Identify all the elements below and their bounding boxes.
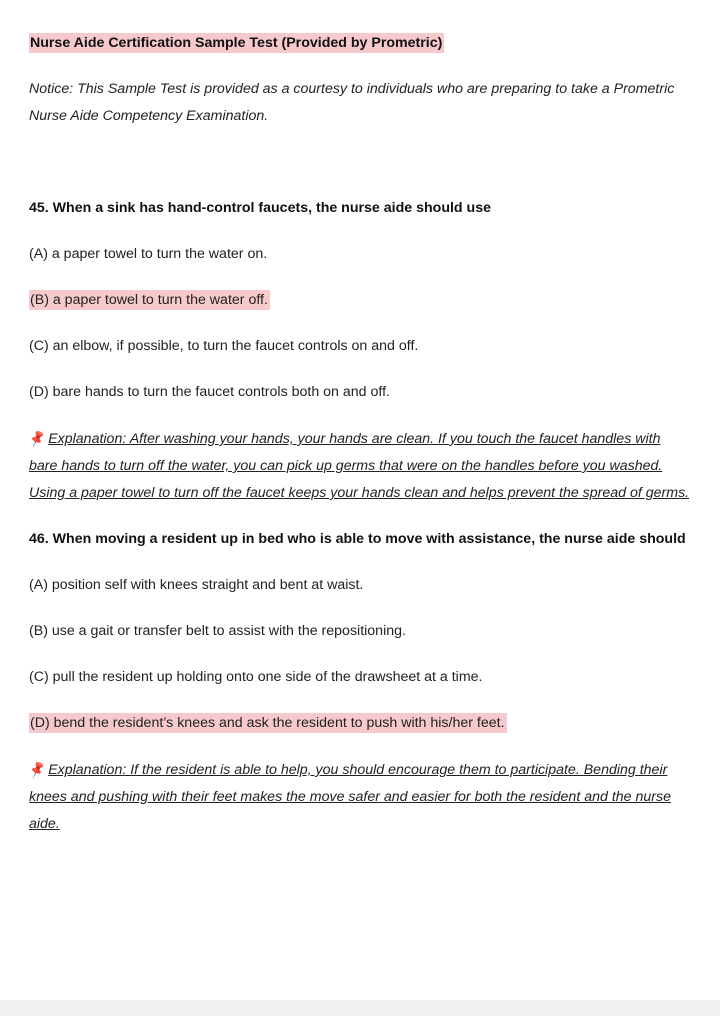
option-label: (C) an elbow, if possible, to turn the faucet controls on and off. bbox=[29, 338, 419, 354]
pushpin-icon: 📌 bbox=[26, 428, 48, 449]
correct-answer-highlight: (B) a paper towel to turn the water off. bbox=[30, 292, 268, 308]
page-bottom-edge bbox=[0, 1000, 720, 1016]
question-46-option-d-correct bbox=[29, 710, 691, 737]
question-46-option-a bbox=[29, 572, 691, 599]
correct-answer-highlight: (D) bend the resident’s knees and ask the resident to push with his/her feet. bbox=[30, 715, 505, 731]
question-45-option-c bbox=[29, 333, 691, 360]
option-label: (B) use a gait or transfer belt to assist with the repositioning. bbox=[29, 623, 406, 639]
question-45-prompt: 45. When a sink has hand-control faucets, the nurse aide should use bbox=[29, 200, 491, 216]
option-label: (A) position self with knees straight and bent at waist. bbox=[29, 577, 364, 593]
option-label: (C) pull the resident up holding onto one side of the drawsheet at a time. bbox=[29, 669, 483, 685]
question-46-option-b bbox=[29, 618, 691, 645]
notice-text: Notice: This Sample Test is provided as a courtesy to individuals who are preparing to take a Prometric Nurse Aide Competency Examination. bbox=[29, 81, 675, 124]
pushpin-icon: 📌 bbox=[26, 759, 48, 780]
question-45-option-d bbox=[29, 379, 691, 406]
question-45-option-b-correct bbox=[29, 287, 691, 314]
question-45-explanation bbox=[26, 425, 691, 507]
question-46-option-c bbox=[29, 664, 691, 691]
question-46-explanation bbox=[26, 756, 691, 838]
document-content bbox=[26, 30, 691, 838]
explanation-text: Explanation: After washing your hands, your hands are clean. If you touch the faucet handles with bare hands to turn off the water, you can pick up germs that were on the handles before you washed. Using a paper towel to turn off the faucet keeps your hands clean and helps prevent the spread of germs. bbox=[29, 431, 690, 501]
question-46-prompt: 46. When moving a resident up in bed who is able to move with assistance, the nurse aide should bbox=[29, 531, 686, 547]
explanation-text: Explanation: If the resident is able to help, you should encourage them to participate. Bending their knees and pushing with their feet makes the move safer and easier for both the resident and the nurse aide. bbox=[29, 762, 671, 832]
option-label: (A) a paper towel to turn the water on. bbox=[29, 246, 268, 262]
question-45-option-a bbox=[29, 241, 691, 268]
option-label: (D) bare hands to turn the faucet controls both on and off. bbox=[29, 384, 390, 400]
document-title: Nurse Aide Certification Sample Test (Provided by Prometric) bbox=[30, 35, 443, 51]
document-title-line bbox=[29, 30, 691, 57]
